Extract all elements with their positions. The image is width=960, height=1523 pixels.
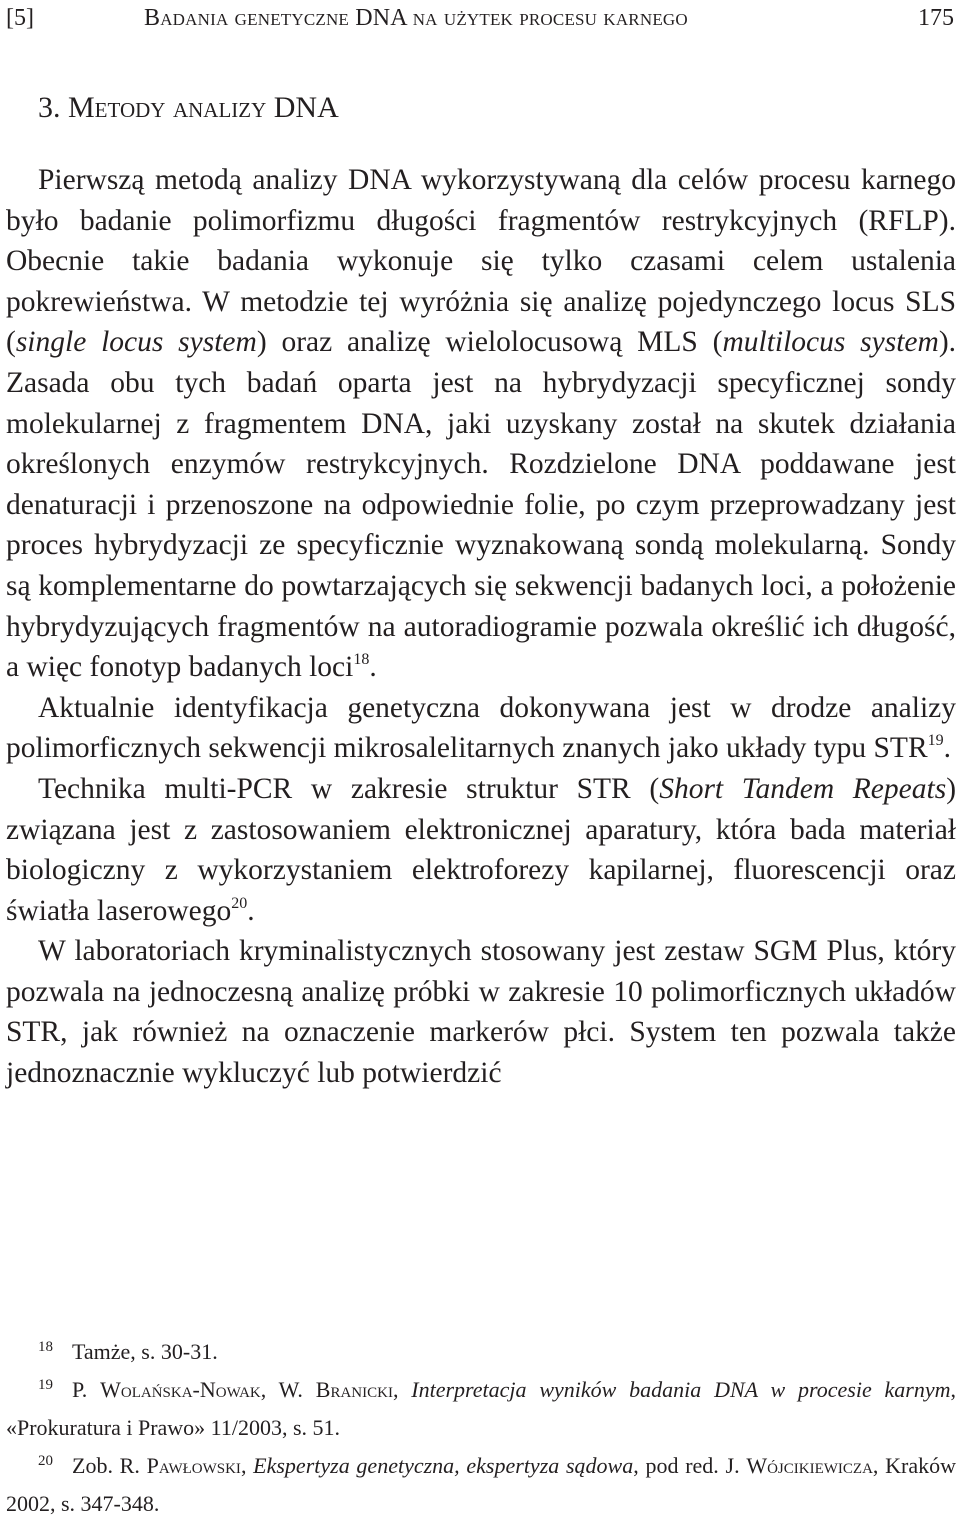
text-run: W laboratoriach kryminalistycznych stosowany jest zestaw SGM Plus, który pozwala na jednoczesną analizę próbki w zakresie 10 polimorficznych układów STR, jak również na oznaczenie markerów płci. System ten pozwala także jednoznacznie wykluczyć lub potwierdzić — [6, 935, 956, 1090]
paragraph — [6, 769, 956, 931]
text-run: ). Zasada obu tych badań oparta jest na hybrydyzacji specyficznej sondy molekularnej z fragmentem DNA, jaki uzyskany został na skutek działania określonych enzymów restrykcyjnych. Rozdzielone DNA poddawane jest denaturacji i przenoszone na odpowiednie folie, po czym przeprowadzany jest proces hybrydyzacji ze specyficznie wyznakowaną sondą molekularną. Sondy są komplementarne do powtarzających się sekwencji badanych loci, a położenie hybrydyzujących fragmentów na autoradiogramie pozwala określić ich długość, a więc fonotyp badanych loci — [6, 326, 957, 684]
editor-name: Wójcikiewicza — [746, 1453, 873, 1478]
body-text — [6, 160, 956, 1094]
text-run: Pierwszą metodą analizy DNA wykorzystywaną dla celów procesu karnego było badanie polimorfizmu długości fragmentów restrykcyjnych (RFLP). Obecnie takie badania wykonuje się tylko czasami celem ustalenia pokrewieństwa. W metodzie tej wyróżnia się analizę pojedynczego locus SLS ( — [6, 164, 956, 359]
footnote-ref: 18 — [353, 651, 370, 669]
italic-term: multilocus system — [722, 326, 939, 359]
text-run: Zob. R. — [72, 1453, 147, 1478]
running-header — [6, 0, 954, 36]
text-run: , — [240, 1453, 254, 1478]
text-run: . — [247, 894, 255, 927]
text-run: , Kraków 2002, s. 347-348. — [6, 1453, 957, 1516]
italic-term: Short Tandem Repeats — [659, 772, 947, 805]
text-run: P. — [72, 1377, 101, 1402]
text-run: , «Prokuratura i Prawo» 11/2003, s. 51. — [6, 1377, 957, 1440]
text-run: Aktualnie identyfikacja genetyczna dokonywana jest w drodze analizy polimorficznych sekwencji mikrosalelitarnych znanych jako układy typu STR — [6, 691, 956, 765]
page-number: 175 — [918, 5, 954, 31]
footnote-20: 20 Zob. R. Pawłowski, Ekspertyza genetyczna, ekspertyza sądowa, pod red. J. Wójcikiewicza, Kraków 2002, s. 347-348. — [6, 1453, 957, 1516]
footnote-ref: 19 — [927, 732, 944, 750]
text-run: . — [943, 732, 952, 765]
work-title: Interpretacja wyników badania DNA w procesie karnym — [411, 1377, 951, 1402]
paragraph — [6, 931, 956, 1093]
work-title: Ekspertyza genetyczna, ekspertyza sądowa — [253, 1453, 634, 1478]
paragraph — [6, 160, 956, 688]
text-run: , W. — [260, 1377, 316, 1402]
footnote-ref: 20 — [231, 894, 248, 912]
text-run: ) oraz analizę wielolocusową MLS ( — [256, 326, 723, 359]
text-run: ) związana jest z zastosowaniem elektronicznej aparatury, która bada materiał biologiczny z wykorzystaniem elektroforezy kapilarnej, fluorescencji oraz światła laserowego — [6, 772, 957, 927]
text-run: . — [369, 651, 377, 684]
footnote-19: 19 P. Wolańska-Nowak, W. Branicki, Interpretacja wyników badania DNA w procesie karnym, «Prokuratura i Prawo» 11/2003, s. 51. — [6, 1377, 957, 1440]
author-name: Pawłowski — [146, 1453, 241, 1478]
author-name: Wolańska-Nowak — [100, 1377, 261, 1402]
chapter-number: [5] — [6, 5, 34, 31]
running-title: Badania genetyczne DNA na użytek procesu karnego — [144, 5, 688, 31]
footnote-text: Tamże, s. 30-31. — [72, 1339, 218, 1364]
italic-term: single locus system — [15, 326, 257, 359]
footnote-18: 18 Tamże, s. 30-31. — [38, 1339, 218, 1364]
text-run: , pod red. J. — [633, 1453, 747, 1478]
author-name: Branicki — [315, 1377, 393, 1402]
paragraph — [6, 688, 956, 769]
section-heading: 3. Metody analizy DNA — [38, 91, 339, 124]
footnotes — [6, 1333, 956, 1523]
text-run: Technika multi-PCR w zakresie struktur STR ( — [38, 772, 660, 805]
text-run: , — [392, 1377, 412, 1402]
